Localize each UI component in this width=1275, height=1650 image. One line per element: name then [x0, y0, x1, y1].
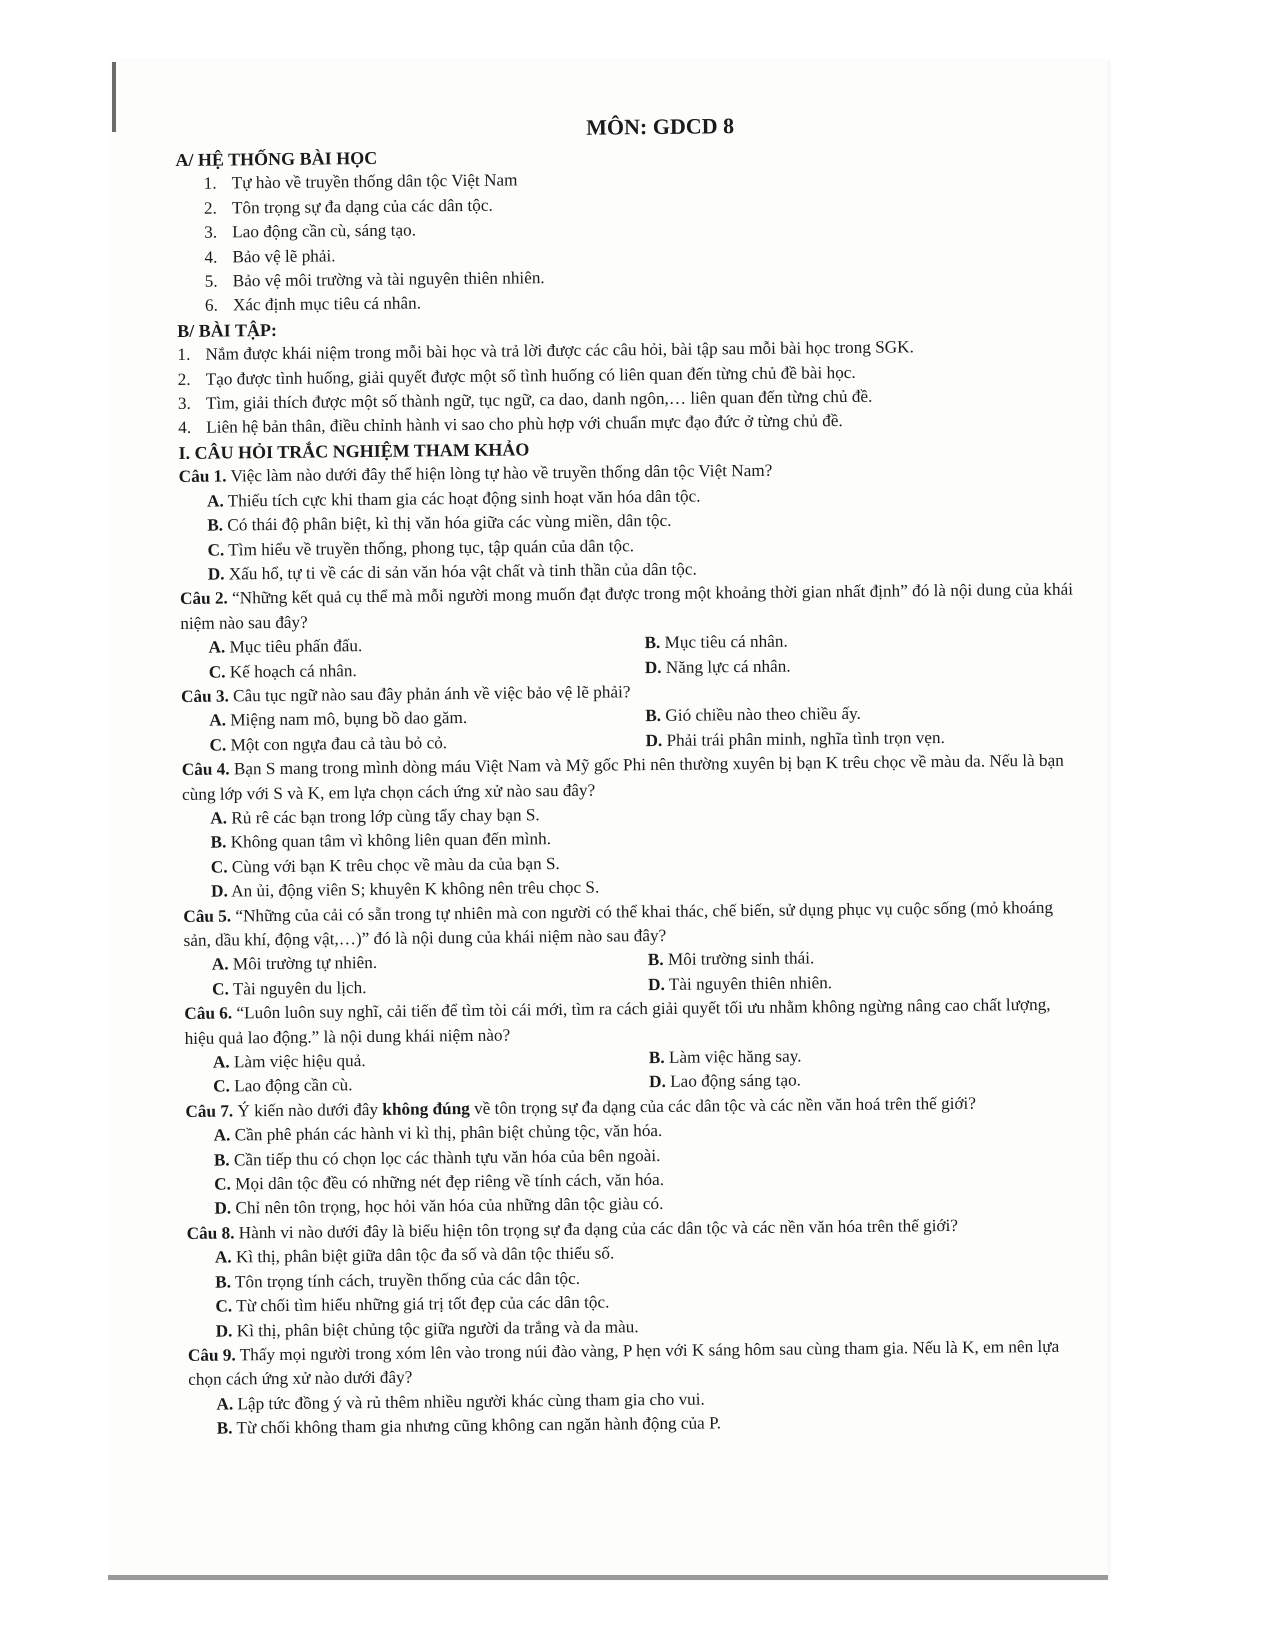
answer-option: D. Xấu hổ, tự ti về các di sản văn hóa vật chất và tinh thần của dân tộc.	[207, 559, 697, 584]
question-block	[182, 749, 1083, 905]
exercise-item: 4. Liên hệ bản thân, điều chỉnh hành vi sao cho phù hợp với chuẩn mực đạo đức ở từng chủ đề.	[178, 411, 843, 438]
answer-option: A. Miệng nam mô, bụng bồ dao găm.	[209, 708, 468, 731]
answer-option: D. Phải trái phân minh, nghĩa tình trọn vẹn.	[645, 727, 945, 750]
question-text: Câu 5. “Những của cải có sẵn trong tự nhiên mà con người có thể khai thác, chế biến, sử dụng phục vụ cuộc sống (mỏ khoáng sản, dầu khí, động vật,…)” đó là nội dung của khái niệm nào sau đây?	[183, 897, 1054, 950]
question-block	[181, 675, 1082, 758]
answer-option: C. Cùng với bạn K trêu chọc về màu da của bạn S.	[210, 853, 560, 877]
answer-option: B. Không quan tâm vì không liên quan đến mình.	[210, 829, 552, 853]
answer-option: B. Môi trường sinh thái.	[647, 948, 815, 970]
answer-option: B. Mục tiêu cá nhân.	[644, 631, 788, 653]
question-block	[179, 456, 1080, 587]
answer-option: B. Từ chối không tham gia nhưng cũng không can ngăn hành động của P.	[216, 1413, 722, 1438]
exercise-item: 1. Nắm được khái niệm trong mỗi bài học và trả lời được các câu hỏi, bài tập sau mỗi bài học trong SGK.	[177, 337, 914, 365]
answer-option: A. Thiếu tích cực khi tham gia các hoạt động sinh hoạt văn hóa dân tộc.	[206, 486, 701, 511]
answer-option: C. Kế hoạch cá nhân.	[208, 660, 357, 682]
question-text: Câu 4. Bạn S mang trong mình dòng máu Việt Nam và Mỹ gốc Phi nên thường xuyên bị bạn K trêu chọc về màu da. Nếu là bạn cùng lớp với S và K, em lựa chọn cách ứng xử nào sau đây?	[181, 750, 1064, 804]
answer-option: A. Môi trường tự nhiên.	[211, 953, 378, 975]
question-text: Câu 9. Thấy mọi người trong xóm lên vào trong núi đào vàng, P hẹn với K sáng hôm sau cùng tham gia. Nếu là K, em nên lựa chọn cách ứng xử nào dưới đây?	[187, 1336, 1060, 1390]
answer-option: A. Kì thị, phân biệt giữa dân tộc đa số và dân tộc thiểu số.	[214, 1243, 615, 1267]
question-block	[183, 895, 1084, 1002]
answer-option: B. Cần tiếp thu có chọn lọc các thành tựu văn hóa của bên ngoài.	[213, 1145, 661, 1170]
answer-option: A. Cần phê phán các hành vi kì thị, phân biệt chủng tộc, văn hóa.	[213, 1121, 663, 1145]
lesson-item: 5. Bảo vệ môi trường và tài nguyên thiên nhiên.	[204, 268, 545, 291]
question-block	[184, 993, 1085, 1100]
answer-option: A. Làm việc hiệu quả.	[212, 1051, 366, 1072]
question-text: Câu 6. “Luôn luôn suy nghĩ, cải tiến để tìm tòi cái mới, tìm ra cách giải quyết tối ưu nhằm không ngừng nâng cao chất lượng, hiệu quả lao động.” là nội dung khái niệm nào?	[184, 995, 1051, 1048]
document-content	[175, 109, 1089, 1442]
answer-option: C. Lao động cần cù.	[213, 1075, 353, 1097]
question-block	[188, 1334, 1089, 1441]
answer-option: B. Tôn trọng tính cách, truyền thống của các dân tộc.	[215, 1268, 581, 1292]
emphasis-text: không đúng	[382, 1098, 470, 1119]
question-text: Câu 7. Ý kiến nào dưới đây không đúng về tôn trọng sự đa dạng của các dân tộc và các nền văn hoá trên thế giới?	[185, 1093, 977, 1121]
exercise-item: 2. Tạo được tình huống, giải quyết được một số tình huống có liên quan đến từng chủ đề bài học.	[177, 362, 856, 389]
answer-option: C. Tài nguyên du lịch.	[212, 977, 367, 999]
answer-option: C. Từ chối tìm hiểu những giá trị tốt đẹp của các dân tộc.	[215, 1292, 610, 1316]
lesson-list	[176, 163, 1077, 319]
lesson-item: 3. Lao động cần cù, sáng tạo.	[204, 220, 417, 242]
section-i-heading: I. CÂU HỎI TRẮC NGHIỆM THAM KHẢO	[178, 439, 530, 463]
answer-option: C. Một con ngựa đau cả tàu bỏ cỏ.	[209, 732, 448, 755]
question-block	[187, 1212, 1088, 1343]
answer-option: A. Rủ rê các bạn trong lớp cùng tẩy chay bạn S.	[210, 805, 540, 828]
exercise-list	[177, 334, 1078, 441]
lesson-item: 2. Tôn trọng sự đa dạng của các dân tộc.	[203, 195, 493, 218]
answer-option: B. Gió chiều nào theo chiều ấy.	[645, 704, 861, 726]
answer-option: D. Tài nguyên thiên nhiên.	[647, 972, 833, 994]
answer-option: C. Tìm hiểu về truyền thống, phong tục, tập quán của dân tộc.	[207, 535, 635, 560]
answer-option: C. Mọi dân tộc đều có những nét đẹp riêng về tính cách, văn hóa.	[214, 1170, 665, 1194]
answer-option: A. Mục tiêu phấn đấu.	[208, 636, 363, 657]
lesson-item: 1. Tự hào về truyền thống dân tộc Việt Nam	[203, 170, 518, 194]
answer-option: D. Kì thị, phân biệt chủng tộc giữa người da trắng và da màu.	[215, 1316, 639, 1341]
question-text: Câu 3. Câu tục ngữ nào sau đây phản ánh về việc bảo vệ lẽ phải?	[180, 682, 631, 706]
answer-option: B. Làm việc hăng say.	[648, 1046, 802, 1068]
question-text: Câu 1. Việc làm nào dưới đây thể hiện lòng tự hào về truyền thống dân tộc Việt Nam?	[178, 461, 773, 487]
question-text: Câu 2. “Những kết quả cụ thể mà mỗi người mong muốn đạt được trong một khoảng thời gian nhất định” đó là nội dung của khái niệm nào sau đây?	[179, 579, 1074, 633]
page-title: MÔN: GDCD 8	[586, 113, 735, 140]
section-b-heading: B/ BÀI TẬP:	[177, 319, 278, 341]
exercise-item: 3. Tìm, giải thích được một số thành ngữ, tục ngữ, ca dao, danh ngôn,… liên quan đến từng chủ đề.	[177, 386, 873, 414]
answer-option: D. Năng lực cá nhân.	[644, 656, 791, 677]
lesson-item: 6. Xác định mục tiêu cá nhân.	[204, 293, 422, 316]
answer-option: D. Lao động sáng tạo.	[649, 1070, 802, 1092]
section-a-heading: A/ HỆ THỐNG BÀI HỌC	[175, 147, 378, 170]
answer-option: B. Có thái độ phân biệt, kì thị văn hóa giữa các vùng miền, dân tộc.	[207, 510, 672, 535]
question-text: Câu 8. Hành vi nào dưới đây là biểu hiện tôn trọng sự đa dạng của các dân tộc và các nền văn hóa trên thế giới?	[186, 1215, 959, 1243]
answer-option: D. Chỉ nên tôn trọng, học hỏi văn hóa của những dân tộc giàu có.	[214, 1194, 664, 1219]
question-block	[185, 1090, 1086, 1221]
question-block	[180, 578, 1081, 685]
binder-edge-mark	[112, 62, 116, 132]
answer-option: A. Lập tức đồng ý và rủ thêm nhiều người khác cùng tham gia cho vui.	[216, 1389, 705, 1414]
answer-option: D. An ủi, động viên S; khuyên K không nên trêu chọc S.	[211, 877, 600, 901]
lesson-item: 4. Bảo vệ lẽ phải.	[204, 245, 336, 267]
